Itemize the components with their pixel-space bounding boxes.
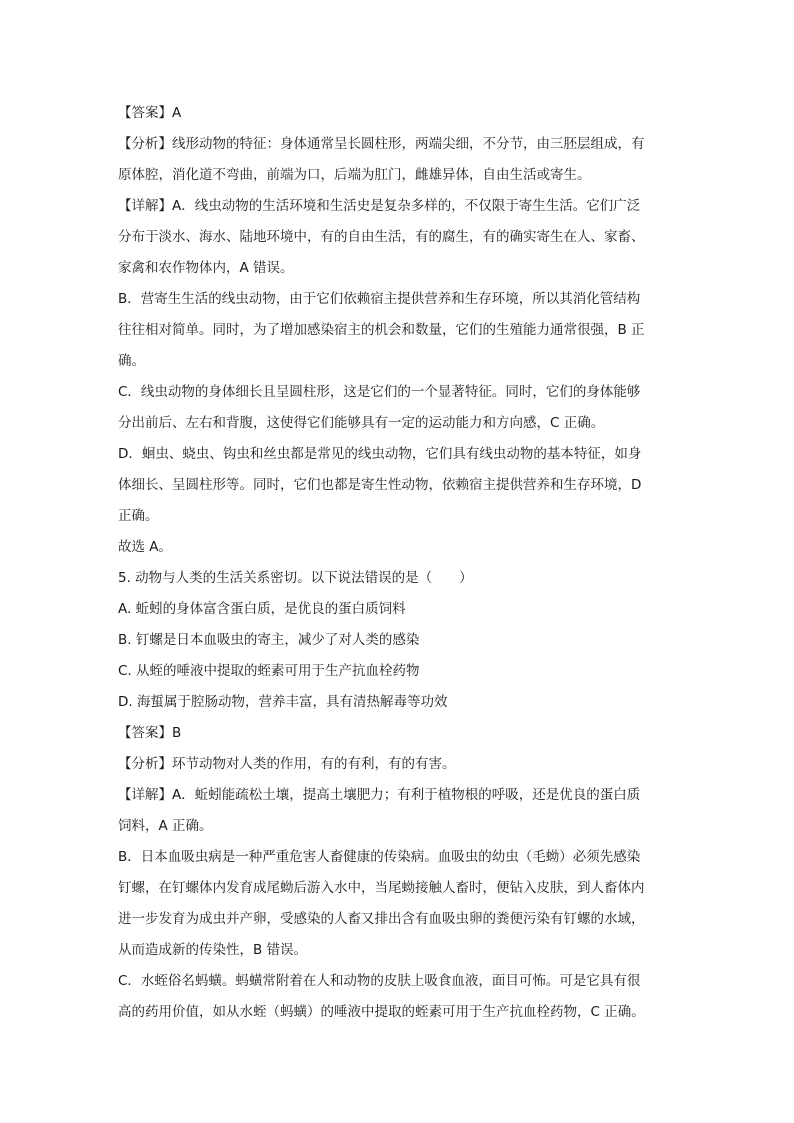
q5-option-a: A. 蚯蚓的身体富含蛋白质，是优良的蛋白质饲料 xyxy=(118,601,406,617)
q5-detail-line: 进一步发育为成虫并产卵，受感染的人畜又排出含有血吸虫卵的粪便污染有钉螺的水域， xyxy=(118,911,645,927)
q4-answer: 【答案】A xyxy=(118,105,182,121)
q4-detail-line: 家禽和农作物体内，A 错误。 xyxy=(118,260,294,276)
q5-stem: 5. 动物与人类的生活关系密切。以下说法错误的是（ ） xyxy=(118,570,473,586)
q5-detail-line: C．水蛭俗名蚂蟥。蚂蟥常附着在人和动物的皮肤上吸食血液，面目可怖。可是它具有很 xyxy=(118,973,641,989)
q5-detail-line: B．日本血吸虫病是一种严重危害人畜健康的传染病。血吸虫的幼虫（毛蚴）必须先感染 xyxy=(118,849,641,865)
q5-detail-line: 钉螺，在钉螺体内发育成尾蚴后游入水中，当尾蚴接触人畜时，便钻入皮肤，到人畜体内 xyxy=(118,880,645,896)
q4-detail-line: 正确。 xyxy=(118,508,159,524)
q5-option-b: B. 钉螺是日本血吸虫的寄主，减少了对人类的感染 xyxy=(118,632,420,648)
q4-detail-line: B．营寄生生活的线虫动物，由于它们依赖宿主提供营养和生存环境，所以其消化管结构 xyxy=(118,291,641,307)
q4-detail-line: 体细长、呈圆柱形等。同时，它们也都是寄生性动物，依赖宿主提供营养和生存环境，D xyxy=(118,477,642,493)
q5-detail-line: 从而造成新的传染性，B 错误。 xyxy=(118,942,308,958)
q4-analysis-line: 原体腔，消化道不弯曲，前端为口，后端为肛门，雌雄异体，自由生活或寄生。 xyxy=(118,167,591,183)
q4-detail-line: 分布于淡水、海水、陆地环境中，有的自由生活，有的腐生，有的确实寄生在人、家畜、 xyxy=(118,229,645,245)
q4-detail-line: 往往相对简单。同时，为了增加感染宿主的机会和数量，它们的生殖能力通常很强，B 正 xyxy=(118,322,645,338)
q4-analysis-line: 【分析】线形动物的特征：身体通常呈长圆柱形，两端尖细，不分节，由三胚层组成，有 xyxy=(118,136,645,152)
q5-analysis: 【分析】环节动物对人类的作用，有的有利，有的有害。 xyxy=(118,756,456,772)
q4-conclusion: 故选 A。 xyxy=(118,539,173,555)
q5-detail-line: 饲料，A 正确。 xyxy=(118,818,213,834)
q4-detail-line: 分出前后、左右和背腹，这使得它们能够具有一定的运动能力和方向感，C 正确。 xyxy=(118,415,605,431)
q5-option-c: C. 从蛭的唾液中提取的蛭素可用于生产抗血栓药物 xyxy=(118,663,420,679)
q4-detail-line: D．蛔虫、蛲虫、钩虫和丝虫都是常见的线虫动物，它们具有线虫动物的基本特征，如身 xyxy=(118,446,642,462)
q5-detail-line: 高的药用价值，如从水蛭（蚂蟥）的唾液中提取的蛭素可用于生产抗血栓药物，C 正确。 xyxy=(118,1004,645,1020)
q5-option-d: D. 海蜇属于腔肠动物，营养丰富，具有清热解毒等功效 xyxy=(118,694,448,710)
q4-detail-line: 确。 xyxy=(118,353,145,369)
q4-detail-line: 【详解】A．线虫动物的生活环境和生活史是复杂多样的，不仅限于寄生生活。它们广泛 xyxy=(118,198,641,214)
q5-answer: 【答案】B xyxy=(118,725,182,741)
q5-detail-line: 【详解】A．蚯蚓能疏松土壤，提高土壤肥力；有利于植物根的呼吸，还是优良的蛋白质 xyxy=(118,787,641,803)
document-page xyxy=(118,98,678,1028)
q4-detail-line: C．线虫动物的身体细长且呈圆柱形，这是它们的一个显著特征。同时，它们的身体能够 xyxy=(118,384,641,400)
